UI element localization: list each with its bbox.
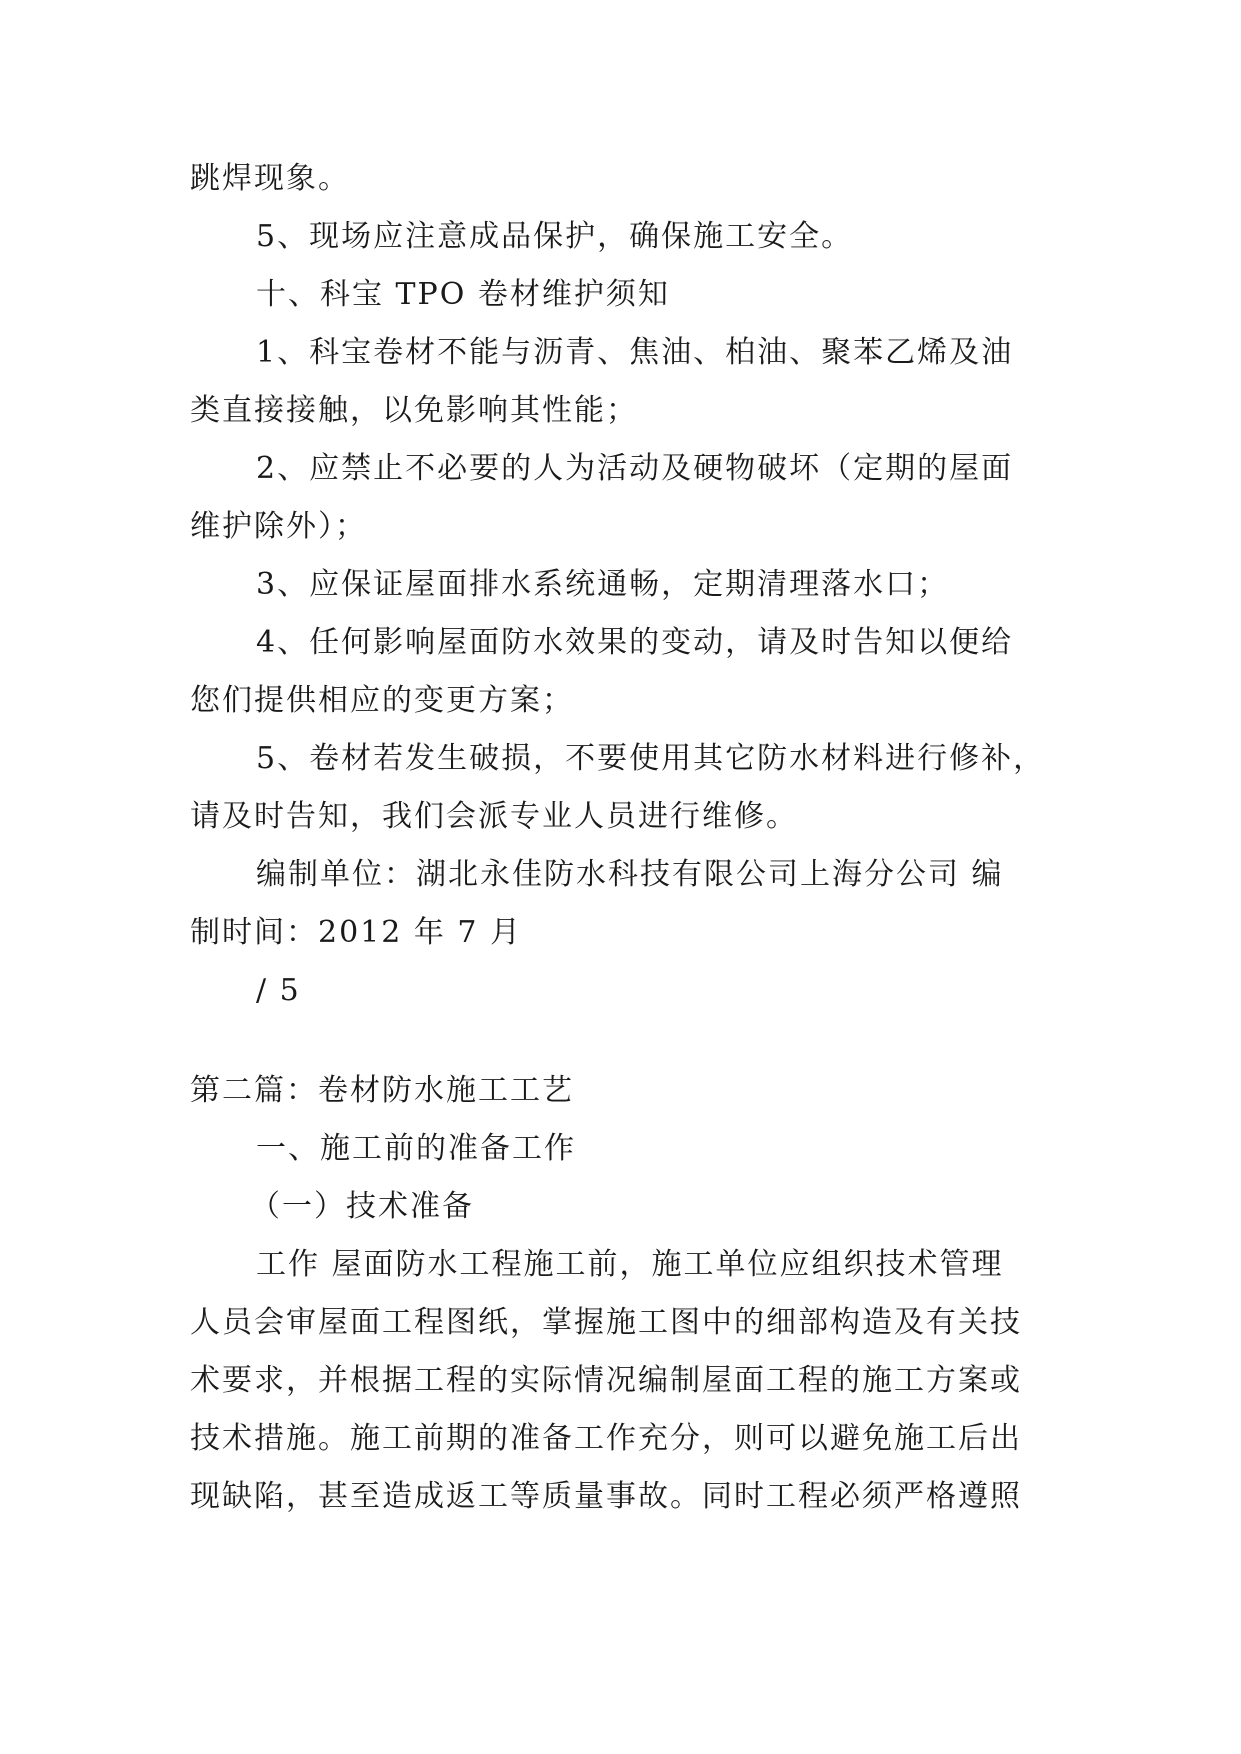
section-heading: 一、施工前的准备工作 [256, 1131, 576, 1166]
paragraph-line: 编制单位：湖北永佳防水科技有限公司上海分公司 编 [256, 857, 1004, 892]
subsection-heading: （一）技术准备 [250, 1189, 474, 1224]
paragraph-line: 1、科宝卷材不能与沥青、焦油、柏油、聚苯乙烯及油 [256, 335, 1014, 370]
paragraph-line: 3、应保证屋面排水系统通畅，定期清理落水口； [256, 567, 950, 602]
paragraph-line: 现缺陷，甚至造成返工等质量事故。同时工程必须严格遵照 [190, 1479, 1022, 1514]
paragraph-line: 2、应禁止不必要的人为活动及硬物破坏（定期的屋面 [256, 451, 1014, 486]
paragraph-line: 跳焊现象。 [190, 161, 350, 196]
page-number: / 5 [256, 973, 301, 1008]
paragraph-line: 工作 屋面防水工程施工前，施工单位应组织技术管理 [256, 1247, 1004, 1282]
chapter-title: 第二篇：卷材防水施工工艺 [190, 1073, 574, 1108]
paragraph-line: 维护除外）； [190, 509, 367, 544]
paragraph-line: 4、任何影响屋面防水效果的变动，请及时告知以便给 [256, 625, 1014, 660]
paragraph-line: 人员会审屋面工程图纸，掌握施工图中的细部构造及有关技 [190, 1305, 1022, 1340]
paragraph-line: 类直接接触，以免影响其性能； [190, 393, 638, 428]
section-heading: 十、科宝 TPO 卷材维护须知 [256, 277, 670, 312]
paragraph-line: 术要求，并根据工程的实际情况编制屋面工程的施工方案或 [190, 1363, 1022, 1398]
paragraph-line: 请及时告知，我们会派专业人员进行维修。 [190, 799, 798, 834]
paragraph-line: 制时间：2012 年 7 月 [190, 915, 523, 950]
paragraph-line: 5、卷材若发生破损，不要使用其它防水材料进行修补， [256, 741, 1046, 776]
paragraph-line: 您们提供相应的变更方案； [190, 683, 574, 718]
document-page [190, 158, 1050, 1518]
paragraph-line: 5、现场应注意成品保护，确保施工安全。 [256, 219, 854, 254]
paragraph-line: 技术措施。施工前期的准备工作充分，则可以避免施工后出 [190, 1421, 1022, 1456]
